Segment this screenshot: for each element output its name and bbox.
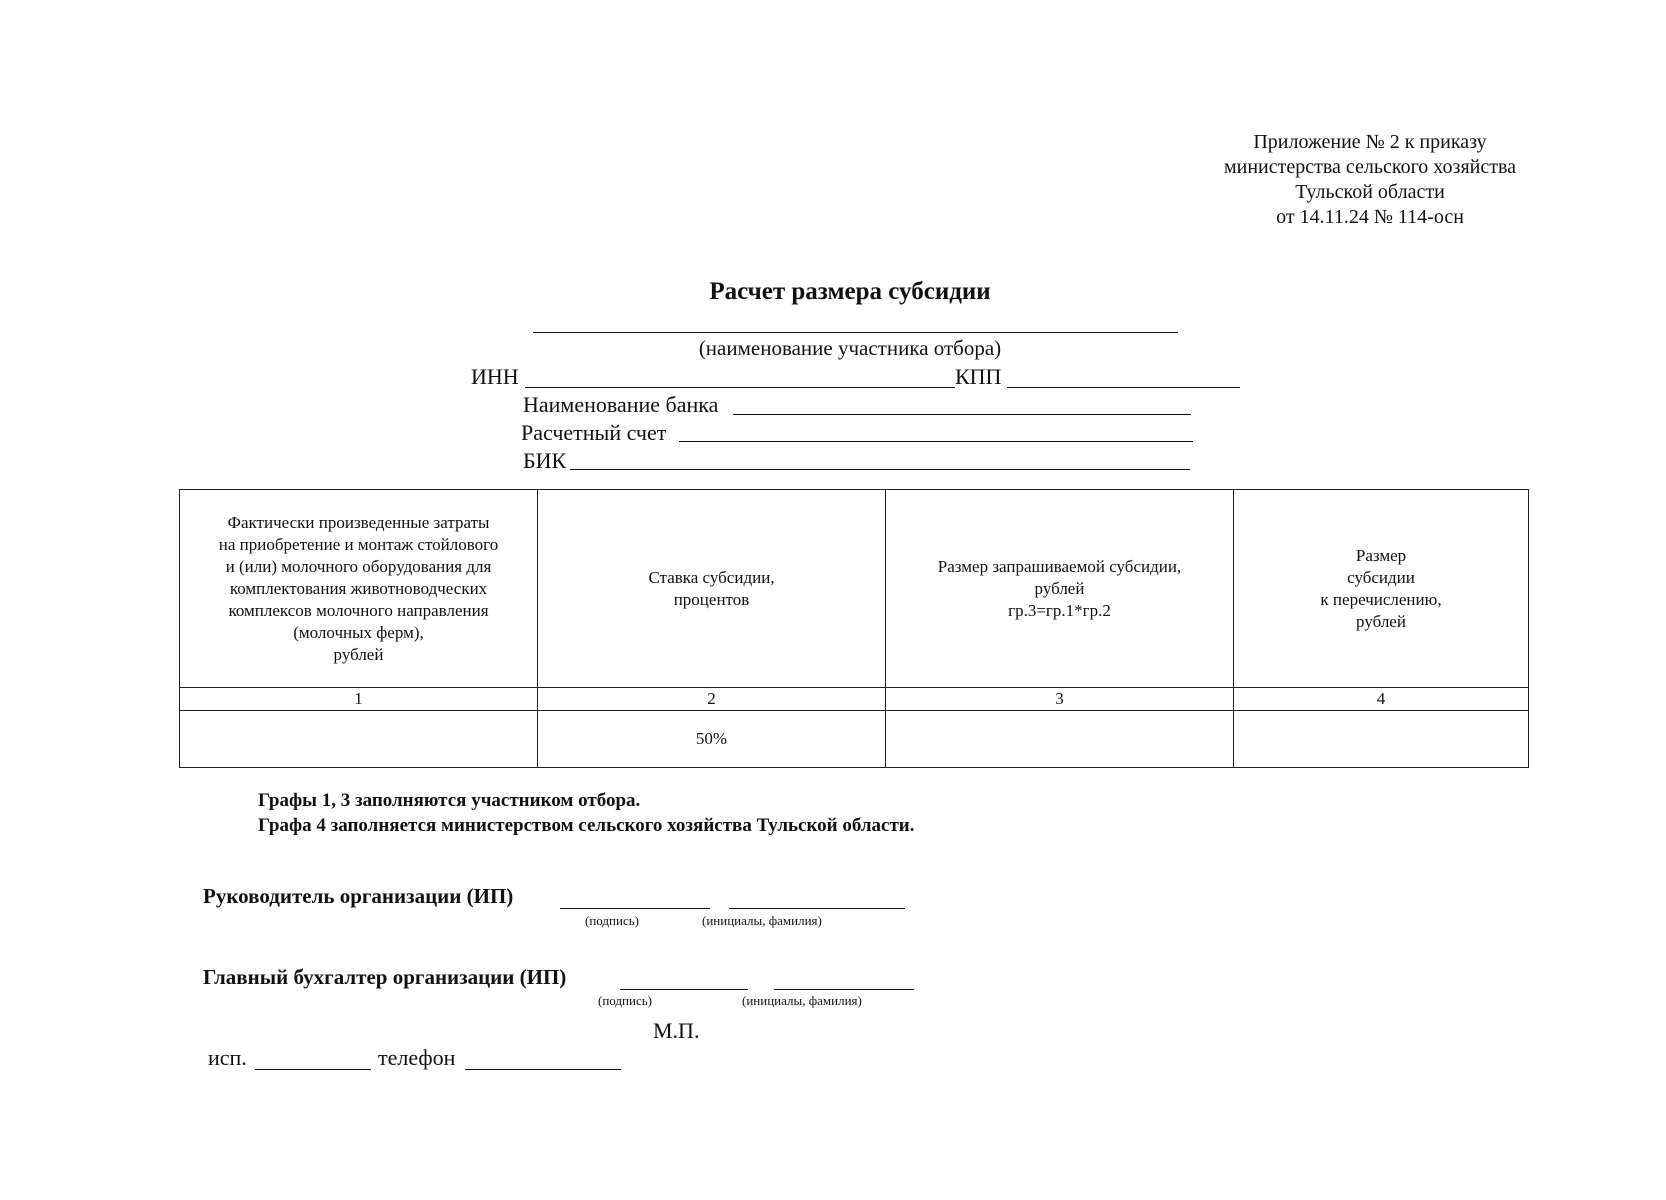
phone-label: телефон: [378, 1045, 456, 1070]
bank-label: Наименование банка: [523, 392, 719, 417]
subsidy-table: [179, 489, 1529, 768]
column-number: 2: [538, 688, 886, 711]
value-cell-transfer[interactable]: [1234, 711, 1529, 768]
column-number: 1: [180, 688, 538, 711]
head-signature-line[interactable]: [560, 908, 710, 909]
header-cell-rate: Ставка субсидии, процентов: [538, 490, 886, 688]
header-cell-transfer: Размер субсидии к перечислению, рублей: [1234, 490, 1529, 688]
bik-field[interactable]: [570, 469, 1190, 470]
table-header-row: [180, 490, 1529, 688]
account-label: Расчетный счет: [521, 420, 667, 445]
head-initials-line[interactable]: [729, 908, 905, 909]
appendix-line: министерства сельского хозяйства: [1223, 156, 1517, 178]
bik-label: БИК: [523, 448, 567, 473]
value-cell-rate: 50%: [538, 711, 886, 768]
value-cell-requested[interactable]: [886, 711, 1234, 768]
kpp-field[interactable]: [1007, 387, 1240, 388]
accountant-initials-line[interactable]: [774, 989, 914, 990]
head-signature-label: Руководитель организации (ИП): [203, 884, 514, 908]
appendix-line: от 14.11.24 № 114-осн: [1276, 206, 1464, 228]
account-field[interactable]: [679, 441, 1193, 442]
stamp-placeholder: М.П.: [653, 1018, 700, 1043]
executor-label: исп.: [208, 1045, 247, 1070]
accountant-signature-line[interactable]: [620, 989, 748, 990]
kpp-label: КПП: [955, 364, 1002, 389]
accountant-initials-caption: (инициалы, фамилия): [742, 993, 862, 1008]
head-initials-caption: (инициалы, фамилия): [702, 913, 822, 928]
column-number: 3: [886, 688, 1234, 711]
appendix-line: Приложение № 2 к приказу: [1253, 131, 1487, 153]
table-number-row: [180, 688, 1529, 711]
inn-field[interactable]: [525, 387, 955, 388]
participant-caption: (наименование участника отбора): [698, 336, 1002, 360]
participant-name-line[interactable]: [533, 332, 1178, 333]
executor-field[interactable]: [255, 1069, 371, 1070]
accountant-signature-label: Главный бухгалтер организации (ИП): [203, 965, 567, 989]
appendix-header: [1060, 130, 1666, 230]
appendix-line: Тульской области: [1295, 181, 1445, 203]
head-signature-caption: (подпись): [585, 913, 639, 928]
header-cell-costs: Фактически произведенные затраты на приобретение и монтаж стойлового и (или) молочного оборудования для комплектования животноводческих комплексов молочного направления (молочных ферм), рублей: [180, 490, 538, 688]
phone-field[interactable]: [465, 1069, 621, 1070]
accountant-signature-caption: (подпись): [598, 993, 652, 1008]
bank-field[interactable]: [733, 414, 1191, 415]
note-column-4: Графа 4 заполняется министерством сельского хозяйства Тульской области.: [258, 815, 915, 836]
column-number: 4: [1234, 688, 1529, 711]
table-row: [180, 711, 1529, 768]
document-title: Расчет размера субсидии: [709, 278, 991, 305]
header-cell-requested: Размер запрашиваемой субсидии, рублей гр.3=гр.1*гр.2: [886, 490, 1234, 688]
note-columns-1-3: Графы 1, 3 заполняются участником отбора.: [258, 790, 641, 811]
inn-label: ИНН: [471, 364, 519, 389]
value-cell-costs[interactable]: [180, 711, 538, 768]
